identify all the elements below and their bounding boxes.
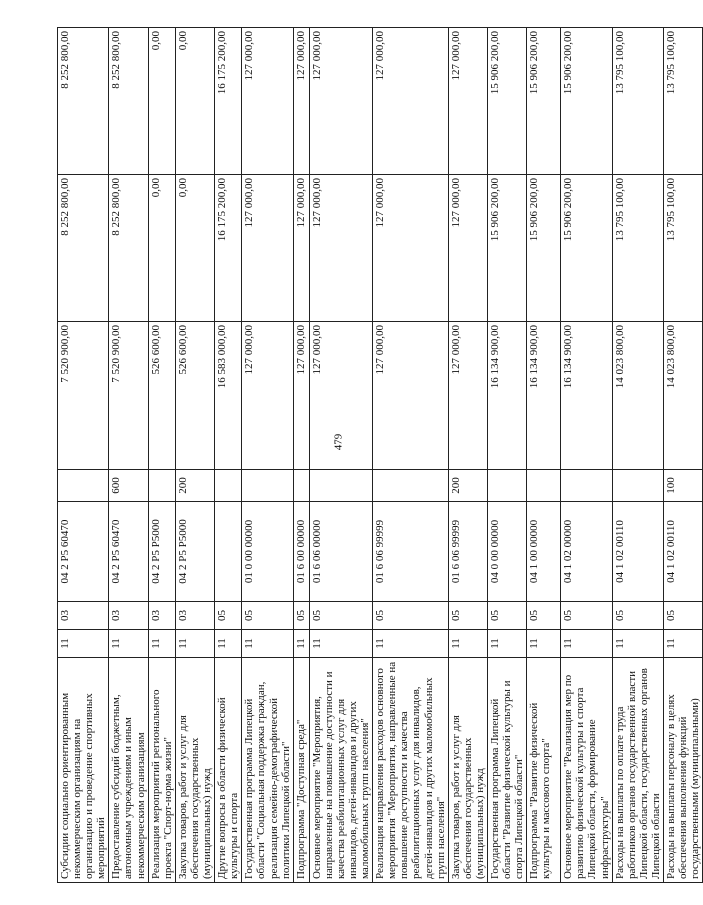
amount-year-1: 14 023 800,00 — [612, 322, 663, 470]
amount-year-1: 14 023 800,00 — [664, 322, 703, 470]
row-name: Закупка товаров, работ и услуг для обеспечения государственных (муниципальных) нужд — [175, 658, 214, 883]
subsection-code: 05 — [612, 602, 663, 630]
amount-year-2: 127 000,00 — [309, 175, 372, 322]
target-article-code: 04 2 P5 60470 — [109, 502, 148, 602]
table-row — [293, 28, 309, 883]
section-code: 11 — [109, 630, 148, 658]
amount-year-2: 8 252 800,00 — [58, 175, 109, 322]
target-article-code: 01 6 06 99999 — [448, 502, 487, 602]
expense-type-code — [612, 470, 663, 502]
expense-type-code — [148, 470, 175, 502]
subsection-code: 05 — [561, 602, 612, 630]
row-name: Государственная программа Липецкой области "Социальная поддержка граждан, реализация семейно-демографической политики Липецкой области" — [242, 658, 293, 883]
amount-year-3: 0,00 — [148, 28, 175, 175]
amount-year-1: 127 000,00 — [309, 322, 372, 470]
row-name: Подпрограмма "Доступная среда" — [293, 658, 309, 883]
table-body — [58, 28, 703, 883]
target-article-code: 04 1 00 00000 — [527, 502, 561, 602]
amount-year-1: 127 000,00 — [293, 322, 309, 470]
amount-year-3: 0,00 — [175, 28, 214, 175]
table-row — [373, 28, 449, 883]
amount-year-2: 127 000,00 — [448, 175, 487, 322]
table-row — [175, 28, 214, 883]
row-name: Основное мероприятие "Реализация мер по развитию физической культуры и спорта Липецкой области, формирование инфраструктуры" — [561, 658, 612, 883]
row-name: Реализация мероприятий регионального проекта "Спорт-норма жизни" — [148, 658, 175, 883]
section-code: 11 — [58, 630, 109, 658]
section-code: 11 — [373, 630, 449, 658]
target-article-code — [215, 502, 242, 602]
rotated-page — [57, 28, 702, 883]
expense-type-code — [242, 470, 293, 502]
expense-type-code — [373, 470, 449, 502]
amount-year-2: 0,00 — [148, 175, 175, 322]
row-name: Основное мероприятие "Мероприятия, направленные на повышение доступности и качества реабилитационных услуг для инвалидов, детей-инвалидов и других маломобильных групп населения" — [309, 658, 372, 883]
table-row — [448, 28, 487, 883]
amount-year-1: 7 520 900,00 — [109, 322, 148, 470]
row-name: Государственная программа Липецкой области "Развитие физической культуры и спорта Липецкой области" — [488, 658, 527, 883]
amount-year-1: 16 134 900,00 — [488, 322, 527, 470]
target-article-code: 04 0 00 00000 — [488, 502, 527, 602]
amount-year-2: 8 252 800,00 — [109, 175, 148, 322]
amount-year-1: 526 600,00 — [175, 322, 214, 470]
subsection-code: 03 — [148, 602, 175, 630]
table-row — [58, 28, 109, 883]
section-code: 11 — [488, 630, 527, 658]
amount-year-3: 15 906 200,00 — [527, 28, 561, 175]
amount-year-3: 127 000,00 — [448, 28, 487, 175]
section-code: 11 — [215, 630, 242, 658]
amount-year-1: 7 520 900,00 — [58, 322, 109, 470]
row-name: Расходы на выплаты персоналу в целях обеспечения выполнения функций государственными (муниципальными) — [664, 658, 703, 883]
expense-type-code: 200 — [448, 470, 487, 502]
subsection-code: 05 — [527, 602, 561, 630]
table-row — [561, 28, 612, 883]
target-article-code: 04 1 02 00000 — [561, 502, 612, 602]
row-name: Подпрограмма "Развитие физической культуры и массового спорта" — [527, 658, 561, 883]
budget-table — [57, 27, 703, 883]
subsection-code: 05 — [373, 602, 449, 630]
amount-year-3: 127 000,00 — [373, 28, 449, 175]
amount-year-1: 127 000,00 — [242, 322, 293, 470]
section-code: 11 — [293, 630, 309, 658]
section-code: 11 — [148, 630, 175, 658]
table-row — [242, 28, 293, 883]
amount-year-3: 8 252 800,00 — [109, 28, 148, 175]
amount-year-2: 15 906 200,00 — [527, 175, 561, 322]
row-name: Другие вопросы в области физической культуры и спорта — [215, 658, 242, 883]
amount-year-1: 16 134 900,00 — [527, 322, 561, 470]
amount-year-2: 127 000,00 — [373, 175, 449, 322]
subsection-code: 05 — [293, 602, 309, 630]
target-article-code: 01 6 06 00000 — [309, 502, 372, 602]
amount-year-3: 15 906 200,00 — [488, 28, 527, 175]
row-name: Субсидии социально ориентированным некоммерческим организациям на организацию и проведение спортивных мероприятий — [58, 658, 109, 883]
amount-year-3: 8 252 800,00 — [58, 28, 109, 175]
target-article-code: 04 2 P5 P5000 — [175, 502, 214, 602]
expense-type-code — [293, 470, 309, 502]
section-code: 11 — [309, 630, 372, 658]
subsection-code: 03 — [175, 602, 214, 630]
amount-year-3: 127 000,00 — [242, 28, 293, 175]
subsection-code: 05 — [242, 602, 293, 630]
expense-type-code — [488, 470, 527, 502]
amount-year-2: 15 906 200,00 — [561, 175, 612, 322]
amount-year-2: 15 906 200,00 — [488, 175, 527, 322]
target-article-code: 04 2 P5 60470 — [58, 502, 109, 602]
row-name: Реализация направления расходов основного мероприятия "Мероприятия, направленные на повышение доступности и качества реабилитационных услуг для инвалидов, детей-инвалидов и других маломобильных групп населения" — [373, 658, 449, 883]
amount-year-1: 16 134 900,00 — [561, 322, 612, 470]
target-article-code: 01 0 00 00000 — [242, 502, 293, 602]
amount-year-2: 127 000,00 — [242, 175, 293, 322]
expense-type-code — [527, 470, 561, 502]
page-number: 479 — [332, 433, 345, 451]
amount-year-1: 526 600,00 — [148, 322, 175, 470]
expense-type-code: 100 — [664, 470, 703, 502]
amount-year-3: 15 906 200,00 — [561, 28, 612, 175]
amount-year-3: 13 795 100,00 — [612, 28, 663, 175]
amount-year-2: 13 795 100,00 — [664, 175, 703, 322]
target-article-code: 04 2 P5 P5000 — [148, 502, 175, 602]
section-code: 11 — [527, 630, 561, 658]
target-article-code: 04 1 02 00110 — [664, 502, 703, 602]
table-row — [664, 28, 703, 883]
table-row — [148, 28, 175, 883]
amount-year-3: 127 000,00 — [293, 28, 309, 175]
amount-year-2: 16 175 200,00 — [215, 175, 242, 322]
subsection-code: 05 — [488, 602, 527, 630]
amount-year-1: 127 000,00 — [448, 322, 487, 470]
subsection-code: 05 — [448, 602, 487, 630]
row-name: Расходы на выплаты по оплате труда работников органов государственной власти Липецкой области, государственных органов Липецкой области — [612, 658, 663, 883]
amount-year-2: 13 795 100,00 — [612, 175, 663, 322]
amount-year-1: 16 583 000,00 — [215, 322, 242, 470]
table-row — [527, 28, 561, 883]
target-article-code: 04 1 02 00110 — [612, 502, 663, 602]
table-row — [109, 28, 148, 883]
section-code: 11 — [664, 630, 703, 658]
table-row — [612, 28, 663, 883]
subsection-code: 05 — [215, 602, 242, 630]
amount-year-3: 16 175 200,00 — [215, 28, 242, 175]
amount-year-2: 127 000,00 — [293, 175, 309, 322]
subsection-code: 03 — [109, 602, 148, 630]
expense-type-code — [309, 470, 372, 502]
row-name: Закупка товаров, работ и услуг для обеспечения государственных (муниципальных) нужд — [448, 658, 487, 883]
amount-year-3: 13 795 100,00 — [664, 28, 703, 175]
amount-year-2: 0,00 — [175, 175, 214, 322]
expense-type-code — [561, 470, 612, 502]
subsection-code: 05 — [664, 602, 703, 630]
expense-type-code: 600 — [109, 470, 148, 502]
section-code: 11 — [561, 630, 612, 658]
subsection-code: 03 — [58, 602, 109, 630]
target-article-code: 01 6 06 99999 — [373, 502, 449, 602]
amount-year-1: 127 000,00 — [373, 322, 449, 470]
expense-type-code — [215, 470, 242, 502]
section-code: 11 — [242, 630, 293, 658]
target-article-code: 01 6 00 00000 — [293, 502, 309, 602]
section-code: 11 — [612, 630, 663, 658]
amount-year-3: 127 000,00 — [309, 28, 372, 175]
section-code: 11 — [175, 630, 214, 658]
subsection-code: 05 — [309, 602, 372, 630]
expense-type-code — [58, 470, 109, 502]
table-row — [215, 28, 242, 883]
row-name: Предоставление субсидий бюджетным, автономным учреждениям и иным некоммерческим организациям — [109, 658, 148, 883]
table-row — [309, 28, 372, 883]
table-row — [488, 28, 527, 883]
expense-type-code: 200 — [175, 470, 214, 502]
section-code: 11 — [448, 630, 487, 658]
